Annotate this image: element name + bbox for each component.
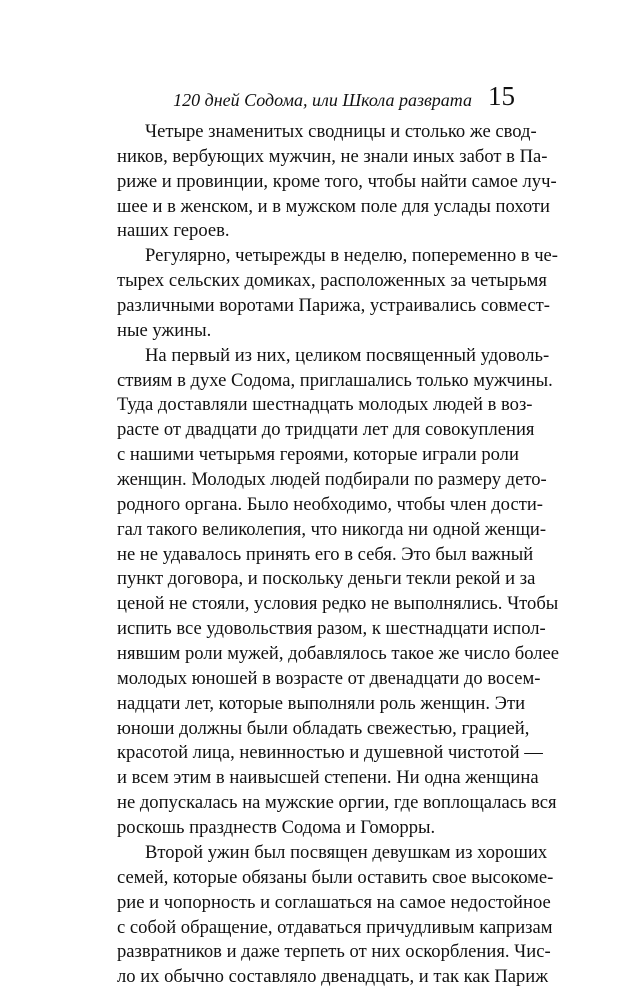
text-line: На первый из них, целиком посвященный удоволь- (145, 344, 550, 366)
text-line: Регулярно, четырежды в неделю, попеременно в че- (145, 245, 559, 267)
text-line: риже и провинции, кроме того, чтобы найти самое луч- (117, 170, 557, 192)
text-line: надцати лет, которые выполняли роль женщин. Эти (117, 692, 526, 714)
text-line: женщин. Молодых людей подбирали по размеру дето- (117, 469, 547, 491)
text-line: молодых юношей в возрасте от двенадцати до восем- (117, 667, 541, 689)
text-line: тырех сельских домиках, расположенных за четырьмя (117, 270, 547, 292)
body-text (117, 120, 560, 990)
text-line: наших героев. (117, 220, 230, 242)
page-number: 15 (488, 81, 515, 111)
text-line: ло их обычно составляло двенадцать, и так как Париж (117, 966, 549, 988)
text-line: развратников и даже терпеть от них оскорбления. Чис- (117, 941, 551, 963)
text-line: Четыре знаменитых сводницы и столько же свод- (145, 121, 537, 142)
text-line: с собой обращение, отдаваться причудливым капризам (117, 916, 553, 938)
text-line: и всем этим в наивысшей степени. Ни одна женщина (117, 767, 539, 789)
text-line: шее и в женском, и в мужском поле для услады похоти (117, 195, 551, 217)
text-line: не допускалась на мужские оргии, где воплощалась вся (117, 792, 557, 814)
text-line: семей, которые обязаны были оставить свое высокоме- (117, 866, 554, 888)
text-line: ценой не стояли, условия редко не выполнялись. Чтобы (117, 593, 559, 615)
text-line: ствиям в духе Содома, приглашались только мужчины. (117, 369, 553, 391)
text-line: родного органа. Было необходимо, чтобы член дости- (117, 493, 543, 515)
text-line: юноши должны были обладать свежестью, грацией, (117, 717, 530, 739)
text-line: рие и чопорность и соглашаться на самое недостойное (117, 891, 551, 913)
text-line: ные ужины. (117, 319, 212, 341)
text-line: Туда доставляли шестнадцать молодых людей в воз- (117, 394, 533, 416)
text-line: Второй ужин был посвящен девушкам из хороших (145, 841, 548, 863)
text-line: не не удавалось принять его в себя. Это был важный (117, 543, 534, 565)
text-line: с нашими четырьмя героями, которые играли роли (117, 444, 519, 466)
running-head (118, 81, 515, 117)
text-line: различными воротами Парижа, устраивались совмест- (117, 295, 550, 317)
text-line: испить все удовольствия разом, к шестнадцати испол- (117, 618, 546, 640)
text-line: красотой лица, невинностью и душевной чистотой — (117, 742, 543, 764)
text-line: пункт договора, и поскольку деньги текли рекой и за (117, 568, 536, 590)
running-head-title: 120 дней Содома, или Школа разврата (173, 90, 472, 110)
text-line: ников, вербующих мужчин, не знали иных забот в Па- (117, 145, 548, 167)
text-line: нявшим роли мужей, добавлялось такое же число более (117, 643, 560, 665)
text-line: расте от двадцати до тридцати лет для совокупления (117, 419, 535, 441)
text-line: гал такого великолепия, что никогда ни одной женщи- (117, 518, 547, 540)
text-line: роскошь празднеств Содома и Гоморры. (117, 817, 436, 839)
